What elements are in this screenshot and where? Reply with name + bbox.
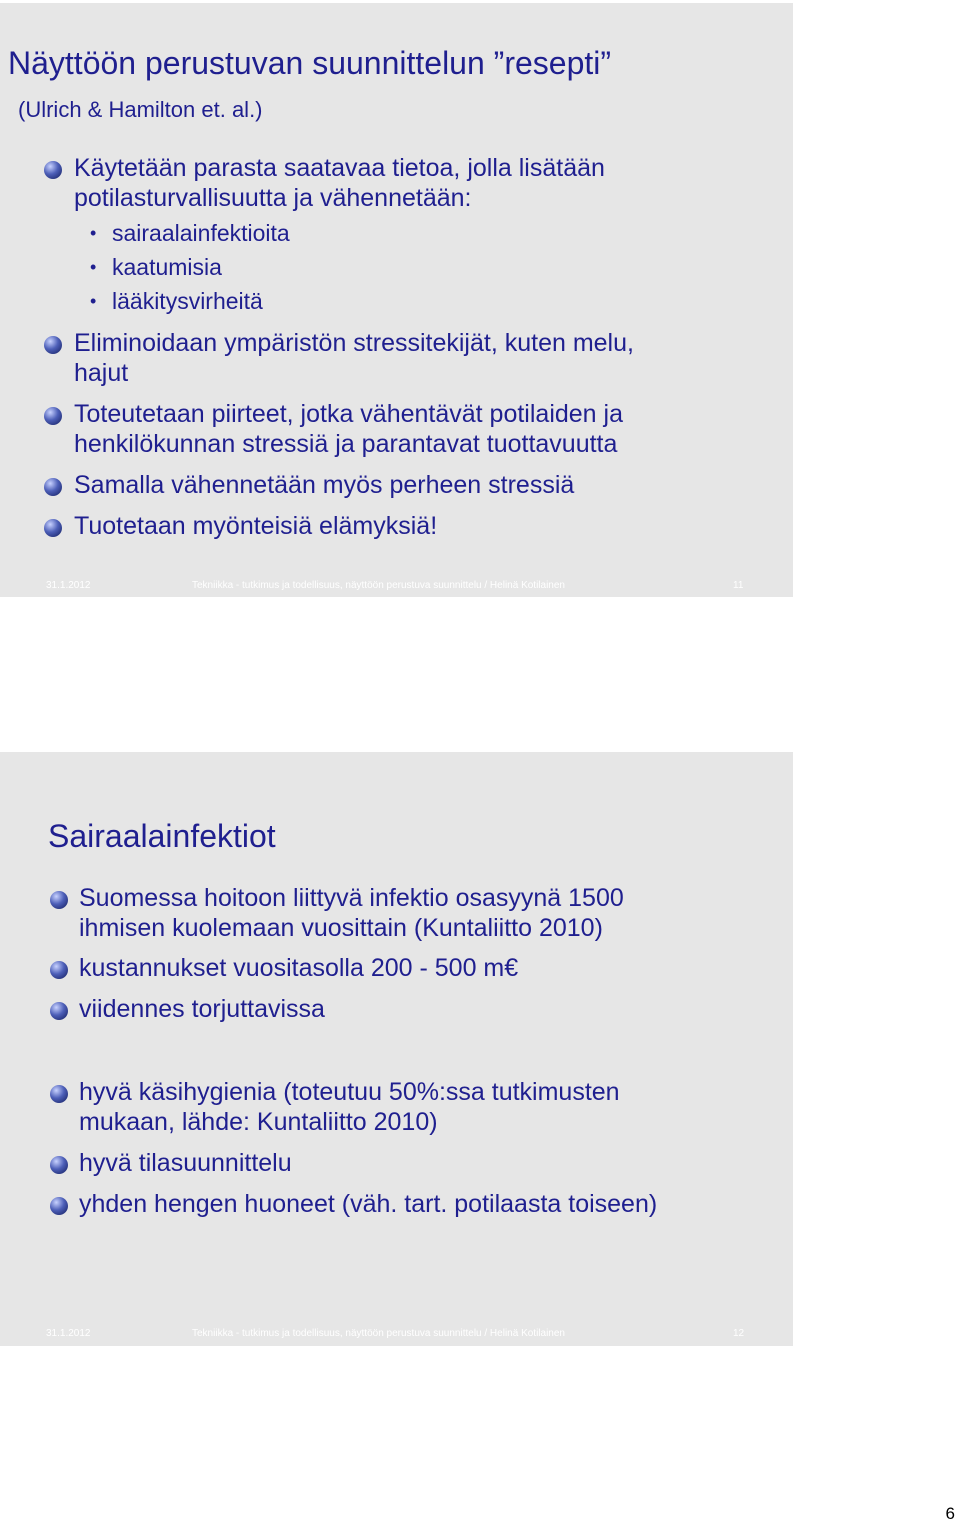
slide-12 [0, 752, 793, 1346]
footer-date: 31.1.2012 [46, 1328, 91, 1339]
bullet-text-line1: hyvä käsihygienia (toteutuu 50%:ssa tutkimusten [79, 1078, 620, 1106]
bullet-item [0, 328, 793, 388]
dot-icon: • [90, 291, 97, 311]
bullet-ball-icon [44, 478, 62, 496]
bullet-ball-icon [44, 336, 62, 354]
dot-icon: • [90, 257, 97, 277]
footer-date: 31.1.2012 [46, 580, 91, 591]
bullet-text-line1: kustannukset vuositasolla 200 - 500 m€ [79, 954, 519, 982]
bullet-ball-icon [44, 407, 62, 425]
sub-bullet-text: sairaalainfektioita [112, 220, 290, 246]
bullet-text-line2: henkilökunnan stressiä ja parantavat tuottavuutta [74, 430, 618, 458]
slide-number: 11 [733, 580, 744, 591]
footer-text: Tekniikka - tutkimus ja todellisuus, näyttöön perustuva suunnittelu / Helinä Kotilainen [192, 580, 565, 591]
bullet-ball-icon [50, 1197, 68, 1215]
sub-bullet-text: lääkitysvirheitä [112, 288, 263, 314]
bullet-item [0, 883, 793, 943]
slide-subtitle: (Ulrich & Hamilton et. al.) [18, 97, 263, 122]
bullet-text-line2: potilasturvallisuutta ja vähennetään: [74, 184, 472, 212]
bullet-ball-icon [50, 1156, 68, 1174]
bullet-text-line2: mukaan, lähde: Kuntaliitto 2010) [79, 1108, 438, 1136]
bullet-text-line1: Eliminoidaan ympäristön stressitekijät, kuten melu, [74, 329, 634, 357]
bullet-ball-icon [50, 961, 68, 979]
bullet-item [0, 994, 793, 1024]
bullet-text-line1: viidennes torjuttavissa [79, 995, 325, 1023]
bullet-text-line2: ihmisen kuolemaan vuosittain (Kuntaliitto 2010) [79, 914, 603, 942]
page-number: 6 [945, 1504, 955, 1523]
bullet-text-line1: Samalla vähennetään myös perheen stressiä [74, 471, 575, 499]
bullet-item [0, 1148, 793, 1178]
slide-title: Sairaalainfektiot [48, 818, 276, 854]
bullet-ball-icon [44, 519, 62, 537]
bullet-ball-icon [50, 891, 68, 909]
bullet-text-line2: hajut [74, 359, 129, 387]
bullet-text-line1: hyvä tilasuunnittelu [79, 1149, 292, 1177]
bullet-item [0, 511, 793, 541]
bullet-item [0, 153, 793, 213]
footer-text: Tekniikka - tutkimus ja todellisuus, näyttöön perustuva suunnittelu / Helinä Kotilainen [192, 1328, 565, 1339]
bullet-text-line1: Toteutetaan piirteet, jotka vähentävät potilaiden ja [74, 400, 623, 428]
bullet-text-line1: Suomessa hoitoon liittyvä infektio osasyynä 1500 [79, 884, 624, 912]
bullet-ball-icon [50, 1085, 68, 1103]
bullet-item [0, 470, 793, 500]
sub-bullet-text: kaatumisia [112, 254, 222, 280]
bullet-ball-icon [44, 161, 62, 179]
slide-number: 12 [733, 1328, 745, 1339]
bullet-text-line1: yhden hengen huoneet (väh. tart. potilaasta toiseen) [79, 1190, 658, 1218]
bullet-item [0, 1077, 793, 1137]
bullet-ball-icon [50, 1002, 68, 1020]
bullet-text-line1: Käytetään parasta saatavaa tietoa, jolla lisätään [74, 154, 605, 182]
bullet-item [0, 399, 793, 459]
bullet-text-line1: Tuotetaan myönteisiä elämyksiä! [74, 512, 438, 540]
bullet-item [0, 953, 793, 983]
slide-title: Näyttöön perustuvan suunnittelun ”resepti” [8, 45, 612, 81]
slide-11 [0, 3, 793, 597]
dot-icon: • [90, 223, 97, 243]
bullet-item [0, 1189, 793, 1219]
